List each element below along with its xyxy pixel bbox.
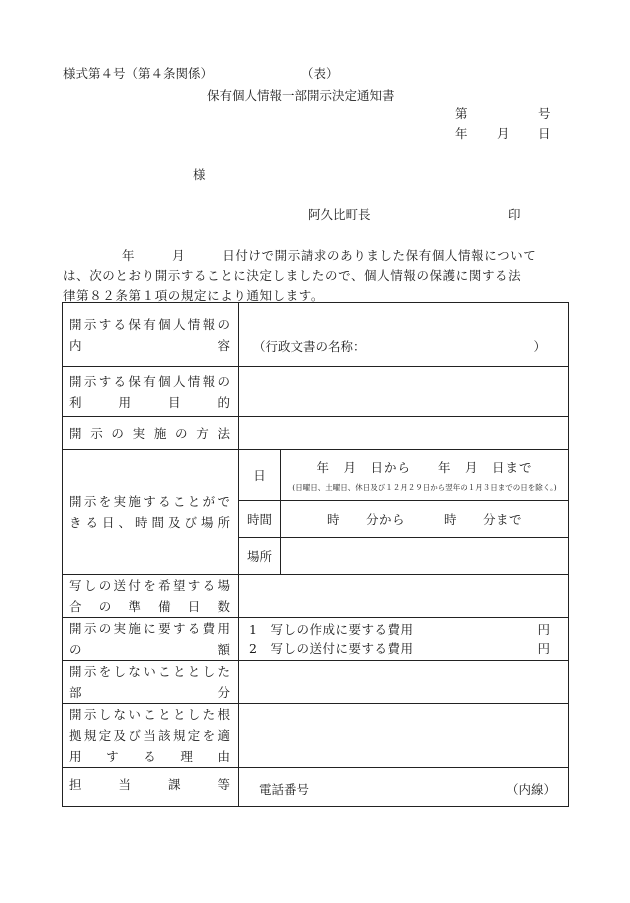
place-value [281,538,569,575]
row-cost [63,618,569,661]
part-label: 開示をしないこととした部分 [63,661,239,704]
reason-value [239,704,569,768]
method-label: 開示の実施の方法 [63,417,239,450]
day-note: (日曜日、土曜日、休日及び１２月２９日から翌年の１月３日までの日を除く。) [292,482,557,492]
doc-name-close: ） [533,338,547,354]
place-label: 場所 [239,538,281,575]
row-prep [63,575,569,618]
row-method [63,417,569,450]
prep-value [239,575,569,618]
front-side-label: （表） [301,66,339,81]
cost-item-unit: 円 [537,641,551,656]
body-line-1-text: 日付けで開示請求のありました保有個人情報について [222,248,537,263]
prep-label: 写しの送付を希望する場合の準備日数 [63,575,239,618]
day-range: 年 月 日から 年 月 日まで [316,459,533,475]
extension-label: （内線） [506,782,557,797]
content-label: 開示する保有個人情報の内容 [63,303,239,367]
row-purpose [63,367,569,417]
row-undisclosed-part [63,661,569,704]
staff-label: 担当課等 [63,768,239,807]
date-month-label: 月 [497,126,510,141]
day-label: 日 [239,450,281,501]
time-label: 時間 [239,501,281,538]
phone-label: 電話番号 [259,782,310,797]
document-number-label: 第 [455,106,468,121]
form-code: 様式第４号（第４条関係） [63,66,214,81]
cost-value [239,618,569,661]
seal-mark: 印 [508,207,521,222]
purpose-label: 開示する保有個人情報の利用目的 [63,367,239,417]
cost-item-label: 2 写しの送付に要する費用 [249,641,414,656]
time-range: 時 分から 時 分まで [281,501,569,538]
body-line-1 [63,246,570,266]
body-line-2: は、次のとおり開示することに決定しましたので、個人情報の保護に関する法 [63,268,522,283]
cost-item-label: 1 写しの作成に要する費用 [249,622,414,637]
content-value [239,303,569,367]
method-value [239,417,569,450]
body-line-3: 律第８２条第１項の規定により通知します。 [63,288,325,303]
doc-name-label: （行政文書の名称： [253,338,366,354]
addressee-suffix: 様 [193,167,206,182]
notice-body [63,246,570,306]
row-content [63,303,569,367]
day-value [281,450,569,501]
body-year: 年 [122,248,136,263]
reason-label: 開示しないこととした根拠規定及び当該規定を適用する理由 [63,704,239,768]
cost-item [239,620,568,639]
purpose-value [239,367,569,417]
document-number-unit: 号 [538,106,551,121]
date-year-label: 年 [455,126,468,141]
cost-label: 開示の実施に要する費用の額 [63,618,239,661]
row-staff [63,768,569,807]
part-value [239,661,569,704]
row-day [63,450,569,501]
body-month: 月 [172,248,186,263]
staff-value [239,768,569,807]
cost-item-unit: 円 [537,622,551,637]
disclosure-table [62,302,569,807]
row-reason [63,704,569,768]
sender-name: 阿久比町長 [308,207,371,222]
page-title: 保有個人情報一部開示決定通知書 [207,88,395,103]
date-day-label: 日 [538,126,551,141]
cost-item [239,639,568,658]
days-label: 開示を実施することができる日、時間及び場所 [63,450,239,575]
